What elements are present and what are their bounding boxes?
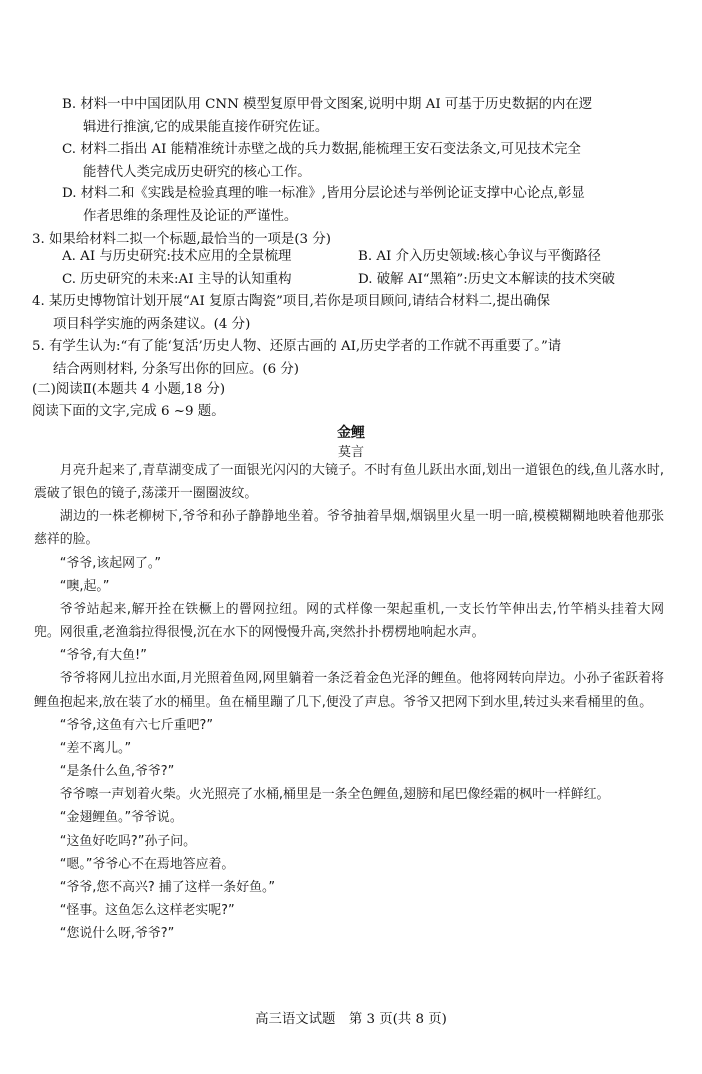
story-paragraph: “爷爷,该起网了。” <box>59 555 162 571</box>
story-paragraph: “嗯。”爷爷心不在焉地答应着。 <box>59 856 235 872</box>
question-3-choices <box>62 246 662 291</box>
story-paragraph: “爷爷,这鱼有六七斤重吧?” <box>59 717 213 733</box>
option-b: B. 材料一中中国团队用 CNN 模型复原甲骨文图案,说明中期 AI 可基于历史数据的内在逻 辑进行推演,它的成果能直接作研究佐证。 <box>62 97 593 135</box>
story-paragraph: 爷爷将网儿拉出水面,月光照着鱼网,网里躺着一条泛着金色光泽的鲤鱼。他将网转向岸边。小孙子雀跃着将鲤鱼抱起来,放在装了水的桶里。鱼在桶里蹦了几下,便没了声息。爷爷又把网下到水里,转过头来看桶里的鱼。 <box>34 671 664 710</box>
story-paragraph: 爷爷站起来,解开拴在铁橛上的罾网拉纽。网的式样像一架起重机,一支长竹竿伸出去,竹竿梢头挂着大网兜。网很重,老渔翁拉得很慢,沉在水下的网慢慢升高,突然扑扑楞楞地响起水声。 <box>34 601 664 641</box>
story-paragraph: “噢,起。” <box>59 578 110 594</box>
story-paragraph: “您说什么呀,爷爷?” <box>59 926 175 942</box>
story-paragraph: “爷爷,您不高兴? 捕了这样一条好鱼。” <box>59 879 276 895</box>
story-paragraph: “是条什么鱼,爷爷?” <box>59 764 175 780</box>
story-title: 金鲤 <box>337 425 365 441</box>
choice-row <box>62 269 662 292</box>
story-paragraph: 月亮升起来了,青草湖变成了一面银光闪闪的大镜子。不时有鱼儿跃出水面,划出一道银色的线,鱼儿落水时,震破了银色的镜子,荡漾开一圈圈波纹。 <box>34 463 664 502</box>
choice-b: B. AI 介入历史领域:核心争议与平衡路径 <box>358 249 601 264</box>
choice-c: C. 历史研究的未来:AI 主导的认知重构 <box>62 271 292 287</box>
question-3-stem: 3. 如果给材料二拟一个标题,最恰当的一项是(3 分) <box>32 232 331 247</box>
option-c: C. 材料二指出 AI 能精准统计赤壁之战的兵力数据,能梳理王安石变法条文,可见技术完全 能替代人类完成历史研究的核心工作。 <box>62 142 581 180</box>
question-4: 4. 某历史博物馆计划开展“AI 复原古陶瓷”项目,若你是项目顾问,请结合材料二,提出确保 项目科学实施的两条建议。(4 分) <box>32 294 550 332</box>
choice-a: A. AI 与历史研究:技术应用的全景梳理 <box>62 249 292 264</box>
story-paragraph: “差不离儿。” <box>59 740 132 756</box>
story-paragraph: “爷爷,有大鱼!” <box>59 648 147 664</box>
page-footer: 高三语文试题 第 3 页(共 8 页) <box>255 1012 447 1027</box>
option-d: D. 材料二和《实践是检验真理的唯一标准》,皆用分层论述与举例论证支撑中心论点,彰显 作者思维的条理性及论证的严谨性。 <box>62 186 585 224</box>
question-5: 5. 有学生认为:“有了能‘复活’历史人物、还原古画的 AI,历史学者的工作就不再重要了。”请 结合两则材料, 分条写出你的回应。(6 分) <box>32 339 562 377</box>
choice-row <box>62 246 662 269</box>
story-paragraph: “这鱼好吃吗?”孙子问。 <box>59 833 197 849</box>
story-paragraph: “怪事。这鱼怎么这样老实呢?” <box>59 902 235 918</box>
story-author: 莫言 <box>337 445 364 460</box>
story-paragraph: 湖边的一株老柳树下,爷爷和孙子静静地坐着。爷爷抽着旱烟,烟锅里火星一明一暗,模模糊糊地映着他那张慈祥的脸。 <box>34 509 664 548</box>
story-paragraph: “金翅鲤鱼。”爷爷说。 <box>59 810 183 826</box>
section-heading: (二)阅读Ⅱ(本题共 4 小题,18 分) <box>32 382 226 397</box>
story-body <box>34 459 664 945</box>
story-paragraph: 爷爷嚓一声划着火柴。火光照亮了水桶,桶里是一条全色鲤鱼,翅膀和尾巴像经霜的枫叶一样鲜红。 <box>59 787 610 803</box>
reading-instruction: 阅读下面的文字,完成 6 ~9 题。 <box>32 404 225 419</box>
choice-d: D. 破解 AI“黑箱”:历史文本解读的技术突破 <box>358 271 616 287</box>
